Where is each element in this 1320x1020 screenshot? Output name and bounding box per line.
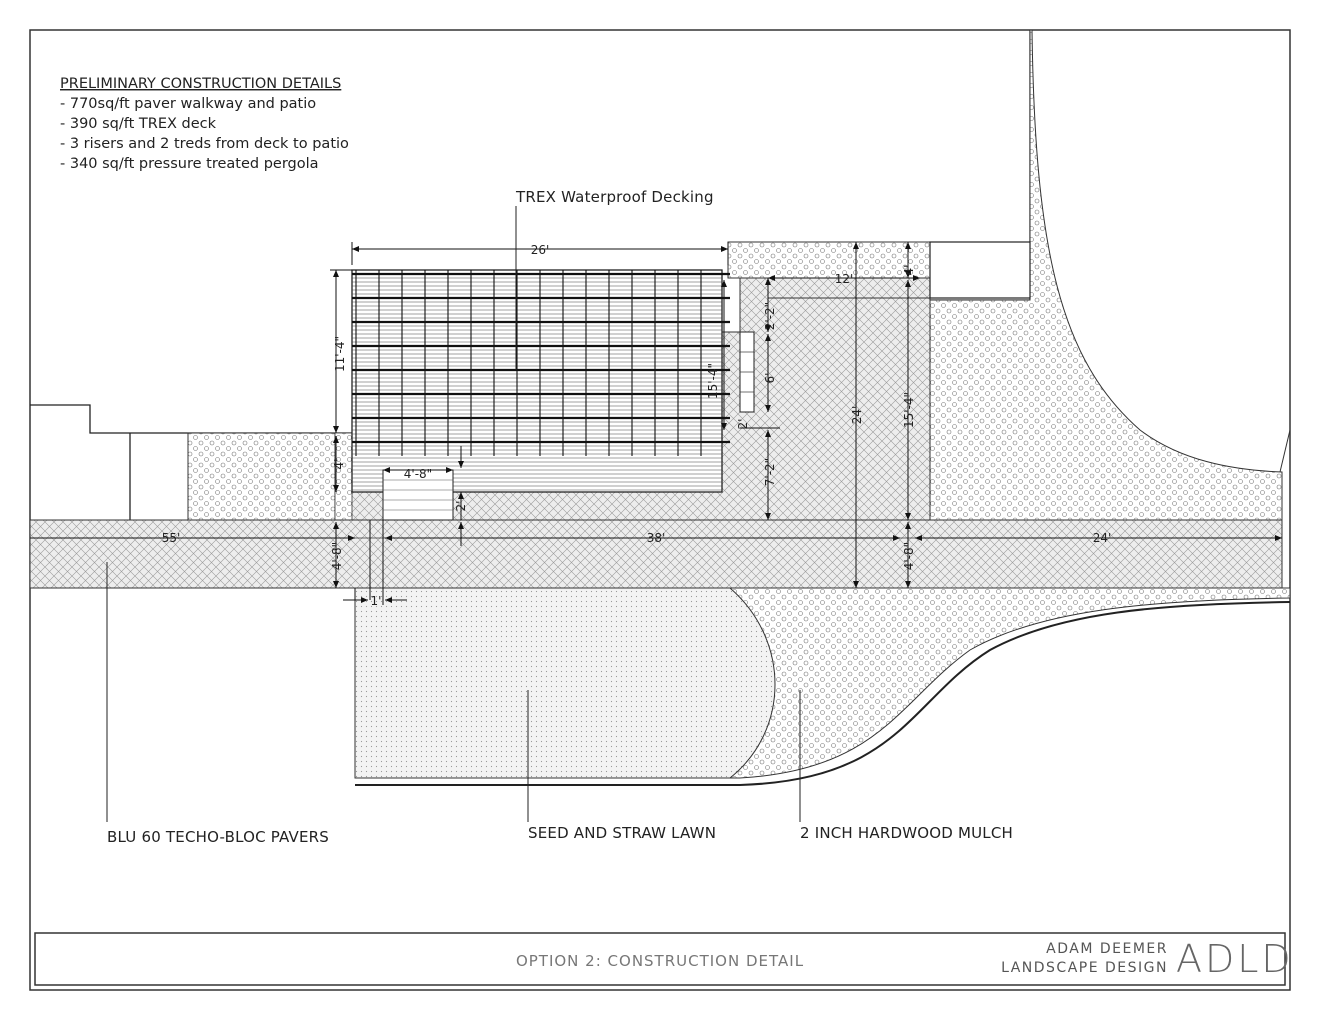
notes-item-3: - 3 risers and 2 treds from deck to patio xyxy=(60,136,349,152)
notes-item-2: - 390 sq/ft TREX deck xyxy=(60,116,217,132)
patio-circle-pad xyxy=(728,242,930,278)
dim-walk-mid: 38' xyxy=(646,531,666,545)
label-lawn: SEED AND STRAW LAWN xyxy=(528,824,717,842)
dim-patio-depth: 24' xyxy=(850,405,864,425)
dim-right-side: 15'-4" xyxy=(902,391,916,429)
dim-stair-top: 2'-2" xyxy=(763,301,777,331)
dim-step-width: 4'-8" xyxy=(403,467,433,481)
dim-lower-deck: 4' xyxy=(332,458,346,470)
firm-logo: ADLD xyxy=(1176,937,1294,981)
notes-heading: PRELIMINARY CONSTRUCTION DETAILS xyxy=(60,76,342,92)
dim-gap: 1' xyxy=(370,594,382,608)
dim-stair-gap: 2' xyxy=(736,418,750,430)
label-pavers: BLU 60 TECHO-BLOC PAVERS xyxy=(107,828,330,846)
mulch-bed-bottom xyxy=(730,588,1290,778)
dim-walk-width-right: 4'-8" xyxy=(902,541,916,571)
label-mulch: 2 INCH HARDWOOD MULCH xyxy=(800,824,1013,842)
dim-pergola-side: 15'-4" xyxy=(706,362,720,400)
dim-patio-top: 4' xyxy=(902,264,916,276)
house-outline-left xyxy=(30,405,355,433)
dim-stair-run: 6' xyxy=(763,372,777,384)
firm-name-line-1: ADAM DEEMER xyxy=(1046,941,1168,957)
firm-name-line-2: LANDSCAPE DESIGN xyxy=(1001,960,1168,976)
dim-step-depth: 2' xyxy=(454,500,468,512)
curve-right-edge xyxy=(1280,430,1290,472)
dim-walk-left: 55' xyxy=(161,531,181,545)
dim-stair-bottom: 7'-2" xyxy=(763,457,777,487)
dim-walk-width-left: 4'-8" xyxy=(330,541,344,571)
mulch-bed-left xyxy=(188,433,355,520)
dim-patio-width: 12' xyxy=(834,272,854,286)
notes-item-4: - 340 sq/ft pressure treated pergola xyxy=(60,156,319,172)
notes-item-1: - 770sq/ft paver walkway and patio xyxy=(60,96,317,112)
deck-side-pad xyxy=(335,433,352,520)
dim-deck-height: 11'-4" xyxy=(333,335,347,373)
label-decking: TREX Waterproof Decking xyxy=(516,188,714,206)
dim-deck-width: 26' xyxy=(530,243,550,257)
trex-deck xyxy=(352,270,722,492)
drawing-title: OPTION 2: CONSTRUCTION DETAIL xyxy=(515,952,805,970)
dim-walk-right: 24' xyxy=(1092,531,1112,545)
lawn-area xyxy=(355,588,775,778)
patio-corner-box xyxy=(930,242,1030,298)
